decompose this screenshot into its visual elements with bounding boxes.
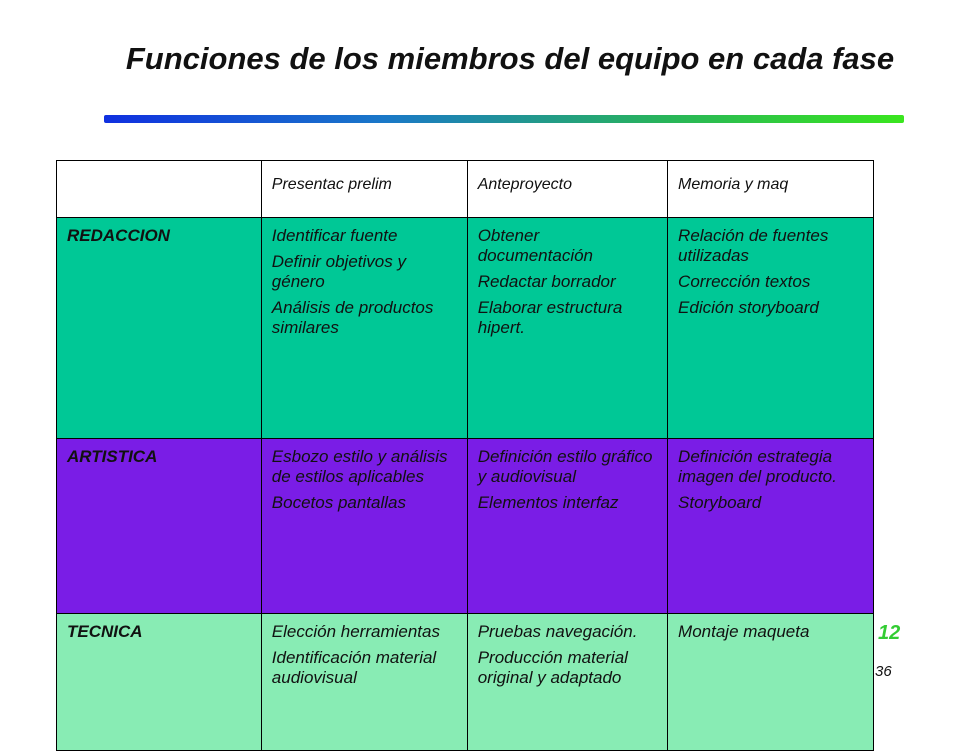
cell-item: Corrección textos: [678, 272, 811, 291]
row-label-tecnica: TECNICA: [57, 614, 262, 751]
cell-item: Identificación material audiovisual: [271, 648, 437, 687]
cell-item: Storyboard: [678, 493, 762, 512]
cell-item: Elección herramientas: [271, 622, 440, 641]
cell-tecnica-anteproyecto: [467, 614, 667, 751]
cell-item: Esbozo estilo y análisis de estilos aplicables: [271, 447, 448, 486]
title-underline: [104, 115, 904, 123]
cell-item: Producción material original y adaptado: [477, 648, 628, 687]
row-label-artistica: ARTISTICA: [57, 439, 262, 614]
cell-item: Elementos interfaz: [477, 493, 619, 512]
slide-number: 12: [878, 622, 901, 644]
row-label-redaccion: REDACCION: [57, 218, 262, 439]
cell-item: Definir objetivos y género: [271, 252, 406, 291]
cell-item: Bocetos pantallas: [271, 493, 406, 512]
page-number: 36: [875, 663, 892, 680]
cell-item: Redactar borrador: [477, 272, 616, 291]
cell-item: Relación de fuentes utilizadas: [678, 226, 829, 265]
cell-tecnica-presentac: [261, 614, 467, 751]
cell-item: Identificar fuente: [271, 226, 398, 245]
cell-item: Obtener documentación: [477, 226, 594, 265]
page-title: Funciones de los miembros del equipo en cada fase: [125, 41, 895, 76]
table-row-redaccion: [57, 218, 874, 439]
cell-item: Análisis de productos similares: [271, 298, 434, 337]
cell-redaccion-memoria: [668, 218, 874, 439]
cell-redaccion-presentac: [261, 218, 467, 439]
cell-item: Definición estilo gráfico y audiovisual: [477, 447, 653, 486]
header-memoria-y-maq: Memoria y maq: [668, 161, 874, 218]
cell-redaccion-anteproyecto: [467, 218, 667, 439]
cell-artistica-presentac: [261, 439, 467, 614]
cell-item: Montaje maqueta: [678, 622, 810, 641]
table-row-artistica: [57, 439, 874, 614]
functions-table: [56, 160, 874, 751]
table-header-row: [57, 161, 874, 218]
cell-item: Pruebas navegación.: [477, 622, 638, 641]
table-row-tecnica: [57, 614, 874, 751]
cell-item: Edición storyboard: [678, 298, 819, 317]
cell-artistica-memoria: [668, 439, 874, 614]
cell-artistica-anteproyecto: [467, 439, 667, 614]
cell-item: Definición estrategia imagen del producto.: [678, 447, 837, 486]
header-presentac-prelim: Presentac prelim: [261, 161, 467, 218]
cell-tecnica-memoria: [668, 614, 874, 751]
header-anteproyecto: Anteproyecto: [467, 161, 667, 218]
header-empty-cell: [57, 161, 262, 218]
cell-item: Elaborar estructura hipert.: [477, 298, 623, 337]
